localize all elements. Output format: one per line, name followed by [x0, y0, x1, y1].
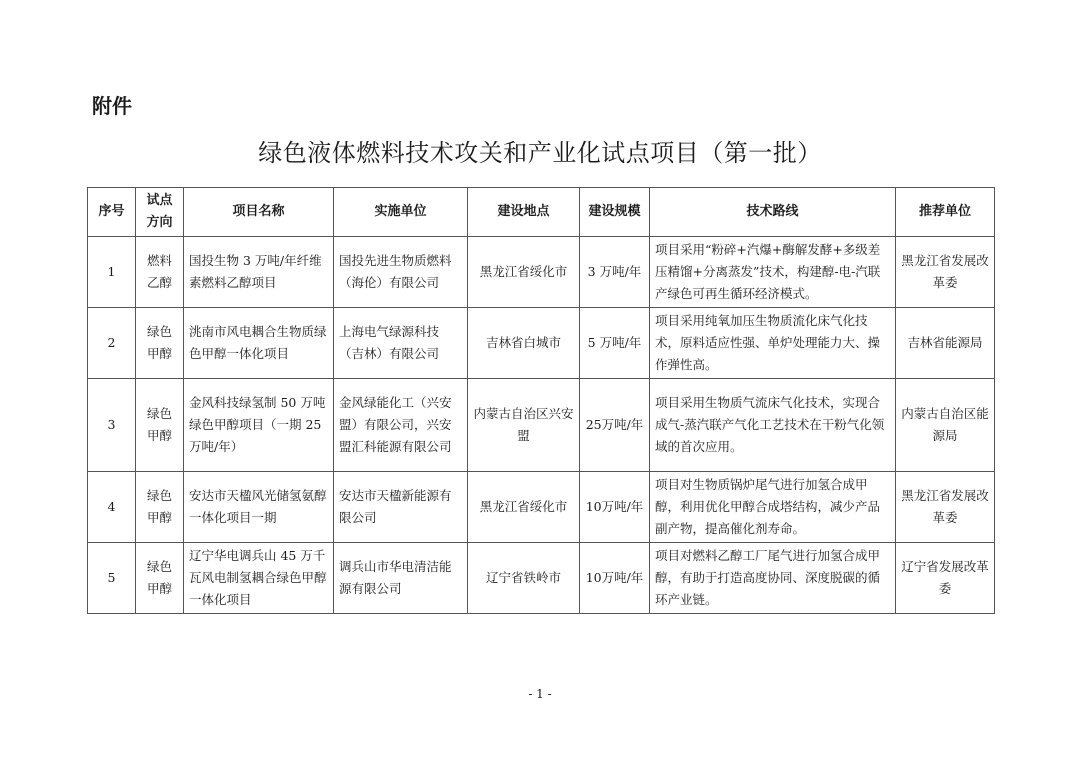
pilot-direction: 绿色甲醇 — [136, 543, 184, 614]
project-table — [87, 187, 995, 614]
header-cell: 序号 — [88, 188, 136, 237]
row-index: 3 — [88, 379, 136, 472]
pilot-direction: 燃料乙醇 — [136, 237, 184, 308]
row-index: 4 — [88, 472, 136, 543]
project-name: 辽宁华电调兵山 45 万千瓦风电制氢耦合绿色甲醇一体化项目 — [184, 543, 334, 614]
construction-site: 吉林省白城市 — [468, 308, 580, 379]
construction-site: 内蒙古自治区兴安盟 — [468, 379, 580, 472]
table-row — [88, 308, 995, 379]
technical-route: 项目采用纯氧加压生物质流化床气化技术，原料适应性强、单炉处理能力大、操作弹性高。 — [650, 308, 896, 379]
technical-route: 项目对生物质锅炉尾气进行加氢合成甲醇，利用优化甲醇合成塔结构，减少产品副产物，提高催化剂寿命。 — [650, 472, 896, 543]
document-title: 绿色液体燃料技术攻关和产业化试点项目（第一批） — [258, 139, 822, 167]
recommending-unit: 辽宁省发展改革委 — [896, 543, 995, 614]
construction-scale: 3 万吨/年 — [580, 237, 650, 308]
row-index: 5 — [88, 543, 136, 614]
table-row — [88, 237, 995, 308]
pilot-direction: 绿色甲醇 — [136, 308, 184, 379]
row-index: 1 — [88, 237, 136, 308]
technical-route: 项目对燃料乙醇工厂尾气进行加氢合成甲醇，有助于打造高度协同、深度脱碳的循环产业链。 — [650, 543, 896, 614]
pilot-direction: 绿色甲醇 — [136, 379, 184, 472]
project-name: 金风科技绿氢制 50 万吨绿色甲醇项目（一期 25 万吨/年） — [184, 379, 334, 472]
header-cell: 项目名称 — [184, 188, 334, 237]
recommending-unit: 吉林省能源局 — [896, 308, 995, 379]
project-name: 安达市天楹风光储氢氨醇一体化项目一期 — [184, 472, 334, 543]
construction-site: 黑龙江省绥化市 — [468, 237, 580, 308]
construction-site: 黑龙江省绥化市 — [468, 472, 580, 543]
header-cell: 推荐单位 — [896, 188, 995, 237]
header-cell: 建设地点 — [468, 188, 580, 237]
attachment-label: 附件 — [92, 94, 132, 118]
implementing-unit: 金风绿能化工（兴安盟）有限公司，兴安盟汇科能源有限公司 — [334, 379, 468, 472]
project-name: 国投生物 3 万吨/年纤维素燃料乙醇项目 — [184, 237, 334, 308]
technical-route: 项目采用“粉碎+汽爆+酶解发酵+多级差压精馏+分离蒸发”技术，构建醇-电-汽联产绿色可再生循环经济模式。 — [650, 237, 896, 308]
recommending-unit: 黑龙江省发展改革委 — [896, 237, 995, 308]
construction-scale: 10万吨/年 — [580, 472, 650, 543]
implementing-unit: 调兵山市华电清洁能源有限公司 — [334, 543, 468, 614]
table-row — [88, 379, 995, 472]
technical-route: 项目采用生物质气流床气化技术，实现合成气-蒸汽联产气化工艺技术在干粉气化领域的首次应用。 — [650, 379, 896, 472]
table-row — [88, 543, 995, 614]
page-number: - 1 - — [528, 687, 552, 701]
construction-scale: 25万吨/年 — [580, 379, 650, 472]
table-header-row — [88, 188, 995, 237]
construction-scale: 5 万吨/年 — [580, 308, 650, 379]
project-name: 洮南市风电耦合生物质绿色甲醇一体化项目 — [184, 308, 334, 379]
row-index: 2 — [88, 308, 136, 379]
pilot-direction: 绿色甲醇 — [136, 472, 184, 543]
recommending-unit: 黑龙江省发展改革委 — [896, 472, 995, 543]
header-cell: 建设规模 — [580, 188, 650, 237]
header-cell: 实施单位 — [334, 188, 468, 237]
table-row — [88, 472, 995, 543]
header-cell: 试点方向 — [136, 188, 184, 237]
header-cell: 技术路线 — [650, 188, 896, 237]
construction-scale: 10万吨/年 — [580, 543, 650, 614]
construction-site: 辽宁省铁岭市 — [468, 543, 580, 614]
implementing-unit: 安达市天楹新能源有限公司 — [334, 472, 468, 543]
recommending-unit: 内蒙古自治区能源局 — [896, 379, 995, 472]
implementing-unit: 国投先进生物质燃料（海伦）有限公司 — [334, 237, 468, 308]
implementing-unit: 上海电气绿源科技（吉林）有限公司 — [334, 308, 468, 379]
